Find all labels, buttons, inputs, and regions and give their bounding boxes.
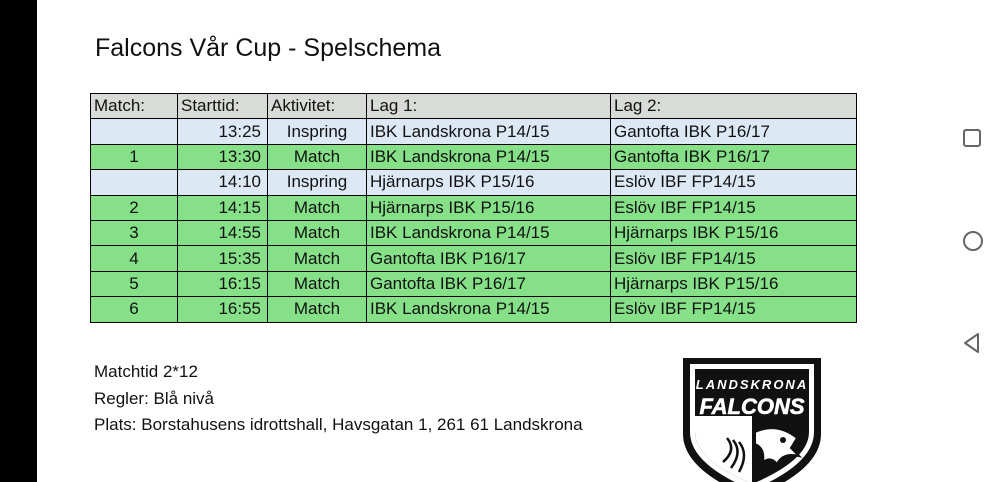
cell-team1: Gantofta IBK P16/17 (367, 246, 611, 271)
table-row (91, 119, 857, 144)
table-row (91, 170, 857, 195)
cell-activity: Match (268, 297, 367, 322)
table-row (91, 144, 857, 169)
cell-match (91, 170, 178, 195)
cell-time: 14:10 (178, 170, 268, 195)
page-title: Falcons Vår Cup - Spelschema (95, 34, 441, 62)
notes-block (94, 359, 583, 439)
cell-match: 3 (91, 220, 178, 245)
venue-note: Plats: Borstahusens idrottshall, Havsgatan 1, 261 61 Landskrona (94, 415, 583, 434)
cell-match: 6 (91, 297, 178, 322)
cell-team2: Hjärnarps IBK P15/16 (611, 220, 857, 245)
cell-activity: Inspring (268, 170, 367, 195)
cell-team2: Gantofta IBK P16/17 (611, 144, 857, 169)
back-icon[interactable] (962, 332, 982, 354)
cell-match: 5 (91, 271, 178, 296)
cell-team1: Hjärnarps IBK P15/16 (367, 170, 611, 195)
cell-team2: Eslöv IBF FP14/15 (611, 297, 857, 322)
cell-activity: Match (268, 195, 367, 220)
cell-team2: Hjärnarps IBK P15/16 (611, 271, 857, 296)
cell-time: 15:35 (178, 246, 268, 271)
cell-time: 14:15 (178, 195, 268, 220)
cell-activity: Inspring (268, 119, 367, 144)
table-row (91, 246, 857, 271)
cell-team2: Eslöv IBF FP14/15 (611, 246, 857, 271)
table-row (91, 220, 857, 245)
cell-match: 1 (91, 144, 178, 169)
logo-main-text: FALCONS (699, 394, 805, 419)
table-row (91, 271, 857, 296)
falcons-logo (679, 352, 825, 482)
table-header-row (91, 94, 857, 119)
cell-team1: Gantofta IBK P16/17 (367, 271, 611, 296)
match-time-note: Matchtid 2*12 (94, 362, 198, 381)
cell-team1: IBK Landskrona P14/15 (367, 144, 611, 169)
header-lag2: Lag 2: (611, 94, 857, 119)
table-row (91, 297, 857, 322)
cell-match: 4 (91, 246, 178, 271)
cell-time: 13:30 (178, 144, 268, 169)
header-starttid: Starttid: (178, 94, 268, 119)
cell-activity: Match (268, 220, 367, 245)
cell-team1: IBK Landskrona P14/15 (367, 119, 611, 144)
header-aktivitet: Aktivitet: (268, 94, 367, 119)
recent-apps-icon[interactable] (962, 128, 982, 148)
cell-time: 16:55 (178, 297, 268, 322)
cell-team1: IBK Landskrona P14/15 (367, 220, 611, 245)
cell-time: 16:15 (178, 271, 268, 296)
header-match: Match: (91, 94, 178, 119)
cell-team1: Hjärnarps IBK P15/16 (367, 195, 611, 220)
cell-activity: Match (268, 246, 367, 271)
cell-activity: Match (268, 144, 367, 169)
cell-time: 14:55 (178, 220, 268, 245)
cell-team2: Eslöv IBF FP14/15 (611, 170, 857, 195)
schedule-table (90, 93, 857, 323)
cell-match: 2 (91, 195, 178, 220)
cell-team1: IBK Landskrona P14/15 (367, 297, 611, 322)
cell-activity: Match (268, 271, 367, 296)
android-nav-bar (942, 0, 1000, 482)
cell-team2: Gantofta IBK P16/17 (611, 119, 857, 144)
table-row (91, 195, 857, 220)
header-lag1: Lag 1: (367, 94, 611, 119)
rules-note: Regler: Blå nivå (94, 388, 215, 408)
cell-time: 13:25 (178, 119, 268, 144)
document-page (37, 0, 942, 482)
logo-top-text: LANDSKRONA (695, 377, 809, 392)
home-icon[interactable] (962, 230, 984, 252)
cell-team2: Eslöv IBF FP14/15 (611, 195, 857, 220)
cell-match (91, 119, 178, 144)
